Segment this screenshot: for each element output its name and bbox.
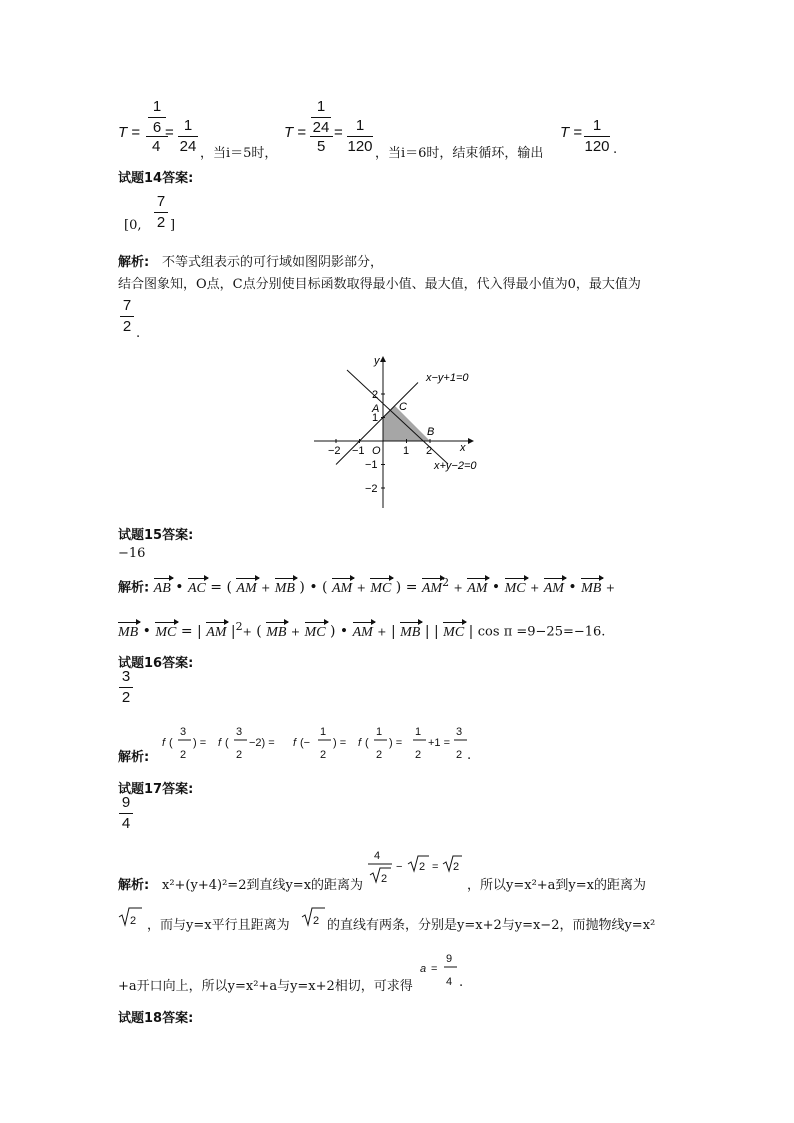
svg-text:=: =	[431, 963, 438, 975]
period: .	[136, 326, 141, 341]
fraction-numerator: 7	[156, 193, 166, 210]
svg-text:9: 9	[446, 953, 453, 965]
svg-text:2: 2	[376, 749, 383, 761]
svg-text:2: 2	[419, 861, 426, 873]
equals-sign: =	[334, 124, 343, 141]
vector-mc: MC	[304, 624, 326, 640]
q17-answer-fraction	[119, 794, 133, 833]
svg-text:) =: ) =	[193, 737, 207, 749]
fraction-numerator: 1	[355, 117, 365, 134]
svg-text:f: f	[162, 737, 166, 749]
vector-mb: MB	[581, 580, 602, 596]
tick-y-1: 1	[372, 412, 379, 424]
vector-mc: MC	[443, 624, 465, 640]
abs-bar: |	[390, 623, 396, 640]
fraction-denominator: 120	[347, 138, 373, 155]
equals-sign: =	[405, 579, 418, 596]
period: .	[459, 975, 464, 990]
equals-sign: =	[165, 124, 174, 141]
fraction-outer-denominator: 5	[317, 138, 326, 155]
line1-label: x−y+1=0	[426, 372, 469, 384]
fraction-numerator: 1	[316, 98, 326, 115]
fraction-denominator: 6	[152, 119, 162, 136]
tick-y-neg1: −1	[365, 459, 378, 471]
fraction-denominator: 24	[312, 119, 330, 136]
abs-bar: |	[468, 623, 474, 640]
svg-text:4: 4	[374, 850, 381, 862]
y-axis-label: y	[374, 355, 380, 367]
q15-answer: −16	[118, 546, 146, 561]
q14-answer-open: [0,	[124, 218, 142, 233]
q15-analysis-label: 解析:	[118, 580, 150, 596]
q15-cos-result: cos π =9−25=−16.	[477, 624, 606, 640]
svg-text:a: a	[420, 963, 427, 975]
svg-text:1: 1	[415, 726, 422, 738]
q15-analysis-line2	[118, 620, 605, 641]
svg-text:4: 4	[446, 976, 453, 988]
fraction-numerator: 3	[121, 668, 131, 685]
abs-bar: |	[424, 623, 430, 640]
tick-x-1: 1	[403, 445, 410, 457]
paren-close: )	[395, 579, 402, 596]
paren-open: (	[256, 623, 262, 640]
q15-heading: 试题15答案:	[118, 528, 194, 543]
vector-mc: MC	[155, 624, 177, 640]
x-axis-label: x	[460, 442, 466, 454]
feasible-region-graph	[310, 350, 490, 512]
dot-operator: •	[309, 579, 318, 596]
vector-ac: AC	[187, 580, 206, 596]
vector-am: AM	[331, 580, 353, 596]
plus-sign: +	[356, 581, 366, 595]
vector-mb: MB	[266, 624, 287, 640]
svg-text:3: 3	[236, 726, 243, 738]
svg-text:+1 =: +1 =	[428, 737, 451, 749]
plus-sign: +	[261, 581, 271, 595]
svg-text:) =: ) =	[389, 737, 403, 749]
point-b-label: B	[427, 426, 435, 438]
q16-formula	[160, 716, 470, 766]
vector-am: AM	[421, 580, 443, 596]
svg-text:(: (	[169, 737, 173, 749]
origin-label: O	[372, 445, 381, 457]
tick-y-neg2: −2	[365, 483, 378, 495]
dot-operator: •	[142, 623, 151, 640]
fraction-denominator: 4	[121, 815, 131, 832]
plus-sign: +	[290, 625, 301, 639]
svg-text:2: 2	[381, 873, 388, 885]
tick-x-neg1: −1	[352, 445, 365, 457]
fraction-numerator: 1	[152, 98, 162, 115]
q17-part3: ，而与y=x平行且距离为	[147, 918, 290, 933]
svg-text:1: 1	[376, 726, 383, 738]
fraction-numerator: 1	[183, 117, 193, 134]
fraction-denominator: 2	[156, 214, 166, 231]
q17-part2: ，所以y=x²+a到y=x的距离为	[467, 878, 646, 893]
point-a-label: A	[372, 403, 380, 415]
q16-analysis-label: 解析:	[118, 750, 150, 765]
svg-text:3: 3	[180, 726, 187, 738]
svg-text:−: −	[396, 861, 403, 873]
sqrt2-symbol	[118, 905, 146, 929]
vector-am: AM	[236, 580, 257, 596]
plus-sign: +	[605, 581, 616, 595]
square-exponent: 2	[235, 620, 243, 633]
abs-bar: |	[230, 623, 236, 640]
t-label-2: T =	[284, 124, 307, 141]
fraction-denominator: 24	[179, 138, 197, 155]
dot-operator: •	[491, 579, 501, 596]
svg-text:1: 1	[320, 726, 327, 738]
fraction-1-over-120	[347, 117, 373, 156]
fraction-1-over-24	[178, 117, 198, 156]
q14-heading: 试题14答案:	[118, 171, 194, 186]
paren-open: (	[322, 579, 328, 596]
q18-heading: 试题18答案:	[118, 1011, 194, 1026]
svg-text:2: 2	[415, 749, 422, 761]
x-axis-arrow-icon	[468, 438, 474, 444]
svg-text:(: (	[225, 737, 229, 749]
period: .	[467, 748, 472, 763]
vector-mb: MB	[274, 580, 295, 596]
vector-mb: MB	[118, 624, 139, 640]
fraction-denominator: 2	[121, 689, 131, 706]
text-when-i-5: ，当i＝5时，	[200, 146, 278, 161]
fraction-1-24-over-5	[311, 98, 331, 137]
paren-open: (	[226, 579, 232, 596]
paren-close: )	[299, 579, 305, 596]
q16-heading: 试题16答案:	[118, 656, 194, 671]
q17-part4: 的直线有两条，分别是y=x+2与y=x−2，而抛物线y=x²	[327, 918, 656, 933]
plus-sign: +	[242, 625, 252, 639]
plus-sign: +	[530, 581, 540, 595]
fraction-numerator: 9	[121, 794, 131, 811]
q15-analysis-line1	[118, 576, 615, 597]
vector-am: AM	[352, 624, 373, 640]
q14-analysis-label: 解析:	[118, 255, 150, 270]
svg-text:−2) =: −2) =	[249, 737, 275, 749]
abs-bar: |	[197, 623, 202, 640]
q17-part5: +a开口向上，所以y=x²+a与y=x+2相切，可求得	[118, 979, 413, 994]
q17-distance-formula	[366, 842, 462, 888]
fraction-1-6-over-4	[148, 98, 166, 137]
equals-sign: =	[180, 623, 193, 640]
t-label-1: T =	[118, 124, 141, 141]
fraction-outer-denominator: 4	[152, 138, 161, 155]
q14-answer-close: ]	[170, 218, 176, 233]
q17-heading: 试题17答案:	[118, 782, 194, 797]
svg-text:2: 2	[320, 749, 327, 761]
vector-mc: MC	[504, 580, 526, 596]
sqrt2-symbol	[301, 905, 327, 929]
q14-max-fraction	[120, 297, 134, 336]
svg-text:2: 2	[453, 861, 460, 873]
text-when-i-6: ，当i＝6时，结束循环，输出	[375, 146, 544, 161]
tick-x-neg2: −2	[328, 445, 341, 457]
tick-x-2: 2	[426, 445, 433, 457]
point-c-label: C	[399, 401, 407, 413]
svg-text:2: 2	[130, 915, 137, 927]
svg-text:2: 2	[236, 749, 243, 761]
svg-text:2: 2	[313, 915, 320, 927]
vector-am: AM	[206, 624, 227, 640]
svg-text:(−: (−	[300, 737, 311, 749]
q17-analysis-label: 解析:	[118, 878, 150, 893]
fraction-denominator: 2	[122, 318, 132, 335]
line2-label: x+y−2=0	[434, 460, 477, 472]
q17-part1: x²+(y+4)²=2到直线y=x的距离为	[162, 878, 364, 893]
vector-am: AM	[543, 580, 564, 596]
svg-text:f: f	[293, 737, 297, 749]
dot-operator: •	[339, 623, 349, 640]
svg-text:2: 2	[180, 749, 187, 761]
fraction-numerator: 7	[122, 297, 132, 314]
tick-y-2: 2	[372, 389, 379, 401]
abs-bar: |	[433, 623, 439, 640]
q14-analysis-text2: 结合图象知，O点，C点分别使目标函数取得最小值、最大值，代入得最小值为0，最大值为	[118, 277, 641, 292]
fraction-numerator: 1	[592, 117, 602, 134]
vector-mc: MC	[370, 580, 392, 596]
svg-text:f: f	[218, 737, 222, 749]
vector-mb: MB	[400, 624, 421, 640]
dot-operator: •	[568, 579, 577, 596]
vector-ab: AB	[153, 580, 171, 596]
q17-a-equals-9-4	[420, 948, 460, 988]
q14-analysis-text1: 不等式组表示的可行域如图阴影部分，	[162, 255, 384, 270]
svg-text:=: =	[432, 861, 439, 873]
fraction-1-over-120-result	[584, 117, 610, 156]
square-exponent: 2	[442, 576, 450, 589]
paren-close: )	[329, 623, 336, 640]
t-label-3: T =	[560, 124, 583, 141]
plus-sign: +	[453, 581, 463, 595]
y-axis-arrow-icon	[380, 356, 386, 362]
q14-answer-fraction	[154, 193, 168, 232]
svg-text:(: (	[365, 737, 369, 749]
fraction-denominator: 120	[584, 138, 610, 155]
period: .	[613, 142, 618, 157]
vector-am: AM	[467, 580, 488, 596]
svg-text:2: 2	[456, 749, 463, 761]
svg-text:) =: ) =	[333, 737, 347, 749]
svg-text:3: 3	[456, 726, 463, 738]
equals-sign: =	[210, 579, 223, 596]
svg-text:f: f	[358, 737, 362, 749]
plus-sign: +	[377, 625, 387, 639]
q16-answer-fraction	[119, 668, 133, 707]
dot-operator: •	[175, 579, 184, 596]
